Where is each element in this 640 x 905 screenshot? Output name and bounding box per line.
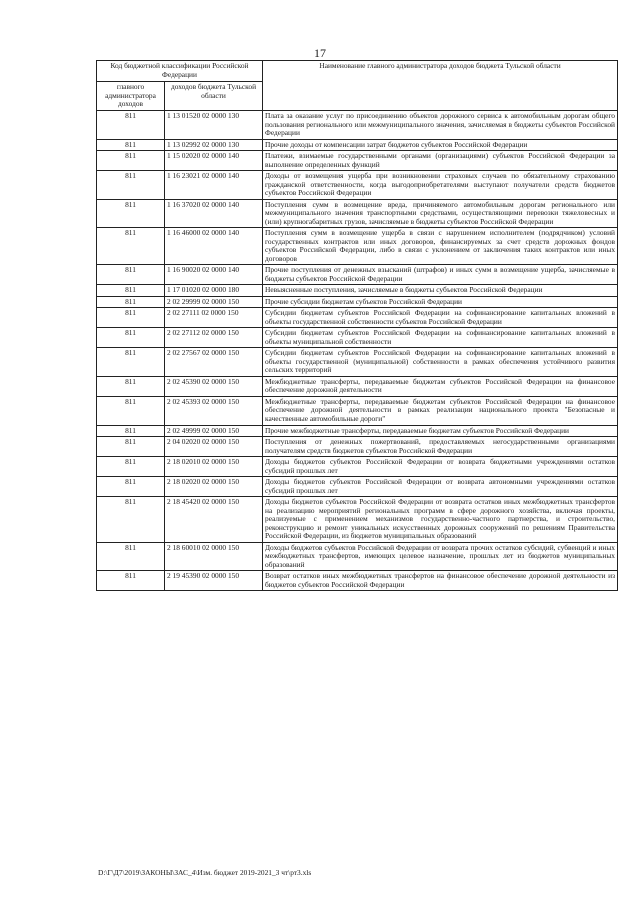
- admin-code-cell: 811: [97, 571, 165, 591]
- description-cell: Поступления от денежных пожертвований, предоставляемых негосударственными организациями получателям средств бюджетов субъектов Российской Федерации: [263, 437, 618, 457]
- description-cell: Доходы бюджетов субъектов Российской Федерации от возврата остатков иных межбюджетных трансфертов на реализацию мероприятий региональных программ в сфере дорожного хозяйства, включая проекты, реализуемые с применением механизмов государственно-частного партнерства, и строительство, реконструкцию и ремонт уникальных искусственных дорожных сооружений по решениям Правительства Российской Федерации, из бюджетов муниципальных образований: [263, 497, 618, 543]
- description-cell: Прочие межбюджетные трансферты, передаваемые бюджетам субъектов Российской Федерации: [263, 425, 618, 437]
- header-code: доходов бюджета Тульской области: [165, 82, 263, 111]
- revenue-code-cell: 1 16 37020 02 0000 140: [165, 199, 263, 228]
- admin-code-cell: 811: [97, 308, 165, 328]
- admin-code-cell: 811: [97, 328, 165, 348]
- description-cell: Доходы бюджетов субъектов Российской Федерации от возврата прочих остатков субсидий, субвенций и иных межбюджетных трансфертов, имеющих целевое назначение, прошлых лет из бюджетов муниципальных образований: [263, 542, 618, 571]
- description-cell: Доходы бюджетов субъектов Российской Федерации от возврата автономными учреждениями остатков субсидий прошлых лет: [263, 477, 618, 497]
- revenue-code-cell: 2 02 27567 02 0000 150: [165, 348, 263, 377]
- description-cell: Поступления сумм в возмещение вреда, причиняемого автомобильным дорогам регионального или межмуниципального значения транспортными средствами, осуществляющими перевозки тяжеловесных и (или) крупногабаритных грузов, зачисляемые в бюджеты субъектов Российской Федерации: [263, 199, 618, 228]
- description-cell: Платежи, взимаемые государственными органами (организациями) субъектов Российской Федерации за выполнение определенных функций: [263, 151, 618, 171]
- table-row: [97, 477, 618, 497]
- admin-code-cell: 811: [97, 151, 165, 171]
- description-cell: Субсидии бюджетам субъектов Российской Федерации на софинансирование капитальных вложений в объекты государственной собственности субъектов Российской Федерации: [263, 308, 618, 328]
- header-code-group: Код бюджетной классификации Российской Федерации: [97, 61, 263, 82]
- admin-code-cell: 811: [97, 285, 165, 297]
- table-row: [97, 348, 618, 377]
- revenue-code-cell: 1 16 90020 02 0000 140: [165, 265, 263, 285]
- table-row: [97, 497, 618, 543]
- admin-code-cell: 811: [97, 497, 165, 543]
- admin-code-cell: 811: [97, 111, 165, 140]
- table-row: [97, 265, 618, 285]
- description-cell: Межбюджетные трансферты, передаваемые бюджетам субъектов Российской Федерации на финансовое обеспечение дорожной деятельности в рамках реализации национального проекта "Безопасные и качественные автомобильные дороги": [263, 396, 618, 425]
- description-cell: Субсидии бюджетам субъектов Российской Федерации на софинансирование капитальных вложений в объекты муниципальной собственности: [263, 328, 618, 348]
- table-row: [97, 171, 618, 200]
- description-cell: Невыясненные поступления, зачисляемые в бюджеты субъектов Российской Федерации: [263, 285, 618, 297]
- admin-code-cell: 811: [97, 296, 165, 308]
- description-cell: Межбюджетные трансферты, передаваемые бюджетам субъектов Российской Федерации на финансовое обеспечение дорожной деятельности: [263, 376, 618, 396]
- admin-code-cell: 811: [97, 457, 165, 477]
- admin-code-cell: 811: [97, 348, 165, 377]
- description-cell: Субсидии бюджетам субъектов Российской Федерации на софинансирование капитальных вложений в объекты государственной (муниципальной) собственности в рамках обеспечения устойчивого развития сельских территорий: [263, 348, 618, 377]
- table-row: [97, 151, 618, 171]
- table-body: [97, 111, 618, 591]
- description-cell: Прочие субсидии бюджетам субъектов Российской Федерации: [263, 296, 618, 308]
- revenue-code-cell: 1 13 02992 02 0000 130: [165, 139, 263, 151]
- table-row: [97, 111, 618, 140]
- revenue-code-cell: 1 16 46000 02 0000 140: [165, 228, 263, 265]
- header-admin: главного администратора доходов: [97, 82, 165, 111]
- table-row: [97, 542, 618, 571]
- revenue-code-cell: 1 16 23021 02 0000 140: [165, 171, 263, 200]
- description-cell: Поступления сумм в возмещение ущерба в связи с нарушением исполнителем (подрядчиком) условий государственных контрактов или иных договоров, финансируемых за счет средств дорожных фондов субъектов Российской Федерации, либо в связи с уклонением от заключения таких контрактов или иных договоров: [263, 228, 618, 265]
- revenue-code-cell: 2 02 29999 02 0000 150: [165, 296, 263, 308]
- revenue-code-cell: 2 02 27111 02 0000 150: [165, 308, 263, 328]
- admin-code-cell: 811: [97, 265, 165, 285]
- description-cell: Прочие поступления от денежных взысканий (штрафов) и иных сумм в возмещение ущерба, зачисляемые в бюджеты субъектов Российской Федерации: [263, 265, 618, 285]
- admin-code-cell: 811: [97, 477, 165, 497]
- admin-code-cell: 811: [97, 228, 165, 265]
- revenue-code-cell: 2 18 60010 02 0000 150: [165, 542, 263, 571]
- revenue-code-cell: 1 17 01020 02 0000 180: [165, 285, 263, 297]
- table-row: [97, 228, 618, 265]
- table-row: [97, 437, 618, 457]
- revenue-code-cell: 2 02 45393 02 0000 150: [165, 396, 263, 425]
- description-cell: Возврат остатков иных межбюджетных трансфертов на финансовое обеспечение дорожной деятельности из бюджетов субъектов Российской Федерации: [263, 571, 618, 591]
- admin-code-cell: 811: [97, 437, 165, 457]
- table-row: [97, 457, 618, 477]
- table-row: [97, 425, 618, 437]
- header-name: Наименование главного администратора доходов бюджета Тульской области: [263, 61, 618, 111]
- admin-code-cell: 811: [97, 542, 165, 571]
- budget-table: [96, 60, 618, 591]
- table-row: [97, 376, 618, 396]
- revenue-code-cell: 2 02 45390 02 0000 150: [165, 376, 263, 396]
- table-row: [97, 308, 618, 328]
- table-row: [97, 285, 618, 297]
- table-row: [97, 328, 618, 348]
- admin-code-cell: 811: [97, 199, 165, 228]
- revenue-code-cell: 2 04 02020 02 0000 150: [165, 437, 263, 457]
- revenue-code-cell: 2 18 02020 02 0000 150: [165, 477, 263, 497]
- table-row: [97, 571, 618, 591]
- description-cell: Прочие доходы от компенсации затрат бюджетов субъектов Российской Федерации: [263, 139, 618, 151]
- admin-code-cell: 811: [97, 376, 165, 396]
- revenue-code-cell: 2 02 49999 02 0000 150: [165, 425, 263, 437]
- description-cell: Доходы бюджетов субъектов Российской Федерации от возврата бюджетными учреждениями остатков субсидий прошлых лет: [263, 457, 618, 477]
- admin-code-cell: 811: [97, 425, 165, 437]
- page-number: 17: [314, 46, 326, 60]
- revenue-code-cell: 2 18 45420 02 0000 150: [165, 497, 263, 543]
- revenue-code-cell: 1 13 01520 02 0000 130: [165, 111, 263, 140]
- table-row: [97, 396, 618, 425]
- description-cell: Плата за оказание услуг по присоединению объектов дорожного сервиса к автомобильным дорогам общего пользования регионального или межмуниципального значения, зачисляемая в бюджеты субъектов Российской Федерации: [263, 111, 618, 140]
- admin-code-cell: 811: [97, 171, 165, 200]
- file-path-footer: D:\Г\Д7\2019\ЗАКОНЫ\ЗАС_4\Изм. бюджет 2019-2021_3 чт\рт3.xls: [98, 868, 312, 877]
- admin-code-cell: 811: [97, 396, 165, 425]
- table-row: [97, 296, 618, 308]
- revenue-code-cell: 2 18 02010 02 0000 150: [165, 457, 263, 477]
- revenue-code-cell: 1 15 02020 02 0000 140: [165, 151, 263, 171]
- revenue-code-cell: 2 19 45390 02 0000 150: [165, 571, 263, 591]
- admin-code-cell: 811: [97, 139, 165, 151]
- table-row: [97, 199, 618, 228]
- table-row: [97, 139, 618, 151]
- description-cell: Доходы от возмещения ущерба при возникновении страховых случаев по обязательному страхованию гражданской ответственности, когда выгодоприобретателями выступают получатели средств бюджетов субъектов Российской Федерации: [263, 171, 618, 200]
- revenue-code-cell: 2 02 27112 02 0000 150: [165, 328, 263, 348]
